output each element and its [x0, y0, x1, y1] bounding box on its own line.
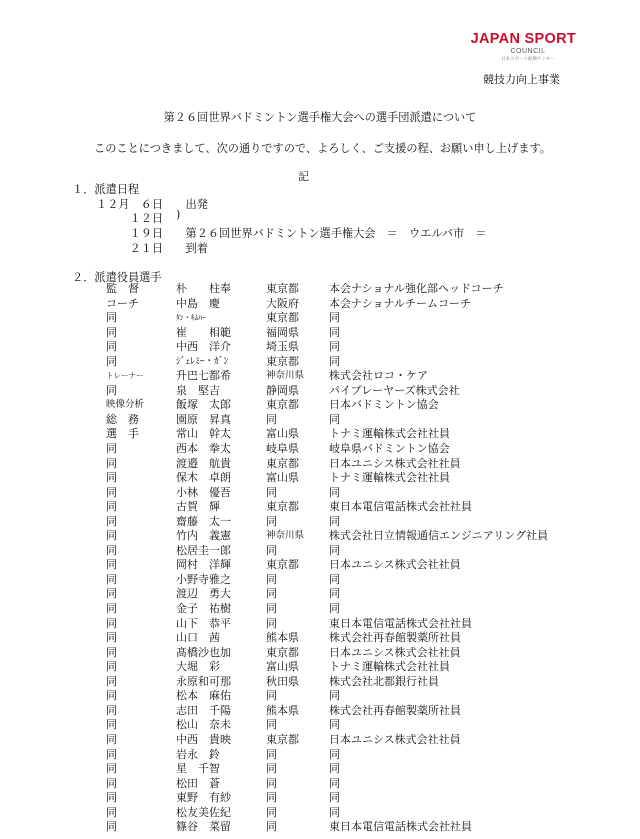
member-name: 大堀 彩 — [176, 660, 220, 674]
member-row — [0, 689, 640, 704]
member-prefecture: 同 — [266, 616, 277, 630]
member-organization: 東日本電信電話株式会社社員 — [329, 820, 472, 834]
member-prefecture: 同 — [266, 543, 277, 557]
member-name: 飯塚 太郎 — [176, 398, 231, 412]
member-role: 同 — [106, 776, 117, 790]
member-organization: 株式会社ロコ・ケア — [329, 369, 428, 383]
member-name: 渡辺 勇大 — [176, 587, 231, 601]
member-name: 松山 奈未 — [176, 718, 231, 732]
member-prefecture: 秋田県 — [266, 674, 299, 688]
member-name: 崔 相範 — [176, 325, 231, 339]
member-name: 朴 柱奉 — [176, 282, 231, 295]
member-row — [0, 471, 640, 486]
member-organization: 同 — [329, 485, 340, 499]
member-row — [0, 340, 640, 355]
member-role: 同 — [106, 529, 117, 543]
logo-sub-text: COUNCIL — [510, 48, 546, 55]
member-organization: 株式会社北都銀行社員 — [329, 674, 439, 688]
member-role: 同 — [106, 805, 117, 819]
member-row — [0, 413, 640, 428]
member-prefecture: 東京都 — [266, 311, 299, 325]
member-row — [0, 297, 640, 312]
member-organization: 東日本電信電話株式会社社員 — [329, 500, 472, 514]
member-role: 同 — [106, 558, 117, 572]
member-row — [0, 486, 640, 501]
department-label: 競技力向上事業 — [483, 73, 560, 86]
member-prefecture: 同 — [266, 602, 277, 616]
member-role: 同 — [106, 674, 117, 688]
member-prefecture: 東京都 — [266, 354, 299, 368]
member-row — [0, 398, 640, 413]
member-name: 篠谷 菜留 — [176, 820, 231, 834]
member-row — [0, 587, 640, 602]
member-prefecture: 同 — [266, 805, 277, 819]
member-role: 同 — [106, 543, 117, 557]
member-role: 同 — [106, 660, 117, 674]
member-row — [0, 457, 640, 472]
member-prefecture: 大阪府 — [266, 296, 299, 310]
schedule-line-4: ２１日 到着 — [96, 242, 208, 255]
member-row — [0, 675, 640, 690]
member-row — [0, 384, 640, 399]
member-name: 永原和可那 — [176, 674, 231, 688]
member-prefecture: 岐阜県 — [266, 442, 299, 456]
member-name: 常山 幹太 — [176, 427, 231, 441]
member-prefecture: 同 — [266, 587, 277, 601]
member-role: コーチ — [106, 296, 139, 310]
member-role: 同 — [106, 602, 117, 616]
member-organization: 本会ナショナルチームコーチ — [329, 296, 472, 310]
schedule-line-3: １９日 第２６回世界バドミントン選手権大会 ＝ ウエルバ市 ＝ — [96, 227, 487, 240]
member-role: 同 — [106, 645, 117, 659]
member-prefecture: 同 — [266, 485, 277, 499]
member-organization: 日本ユニシス株式会社社員 — [329, 558, 461, 572]
member-name: 松本 麻佑 — [176, 689, 231, 703]
member-prefecture: 埼玉県 — [266, 340, 299, 354]
member-organization: 同 — [329, 587, 340, 601]
member-organization: トナミ運輸株式会社社員 — [329, 660, 450, 674]
member-row — [0, 748, 640, 763]
section1-heading: １．派遣日程 — [72, 183, 140, 196]
member-prefecture: 同 — [266, 776, 277, 790]
member-row — [0, 718, 640, 733]
schedule-brace: ) — [176, 208, 181, 221]
member-prefecture: 同 — [266, 718, 277, 732]
section2-heading: ２．派遣役員選手 — [72, 271, 162, 284]
member-organization: 日本ユニシス株式会社社員 — [329, 456, 461, 470]
member-role: 同 — [106, 762, 117, 776]
member-role: 同 — [106, 718, 117, 732]
member-role: 同 — [106, 514, 117, 528]
member-row — [0, 791, 640, 806]
member-row — [0, 777, 640, 792]
member-organization: 日本バドミントン協会 — [329, 398, 439, 412]
member-role: 同 — [106, 616, 117, 630]
member-row — [0, 704, 640, 719]
member-organization: 同 — [329, 602, 340, 616]
member-name: 星 千智 — [176, 762, 220, 776]
member-organization: 同 — [329, 354, 340, 368]
member-organization: 同 — [329, 762, 340, 776]
logo-jp-text: 日本スポーツ振興センター — [501, 57, 555, 62]
member-row — [0, 326, 640, 341]
member-prefecture: 東京都 — [266, 558, 299, 572]
member-organization: 本会ナショナル強化部ヘッドコーチ — [329, 282, 504, 295]
member-organization: パイプレーヤーズ株式会社 — [329, 383, 460, 397]
jsc-logo — [471, 32, 576, 63]
member-organization: トナミ運輸株式会社社員 — [329, 427, 450, 441]
member-role: 同 — [106, 820, 117, 834]
member-organization: 同 — [329, 325, 340, 339]
member-role: 同 — [106, 500, 117, 514]
member-organization: 日本ユニシス株式会社社員 — [329, 732, 461, 746]
member-organization: 同 — [329, 572, 340, 586]
member-name: ﾀﾝ・ｷﾑﾊｰ — [176, 313, 206, 323]
member-name: 西本 拳太 — [176, 442, 231, 456]
member-organization: 日本ユニシス株式会社社員 — [329, 645, 461, 659]
member-organization: 同 — [329, 340, 340, 354]
member-list — [0, 282, 640, 835]
member-prefecture: 同 — [266, 689, 277, 703]
member-name: 古賀 輝 — [176, 500, 220, 514]
member-role: 同 — [106, 442, 117, 456]
member-organization: 同 — [329, 514, 340, 528]
member-row — [0, 442, 640, 457]
member-name: ｼﾞｪﾚﾐｰ・ｶﾞﾝ — [176, 355, 229, 367]
member-row — [0, 733, 640, 748]
member-row — [0, 806, 640, 821]
member-organization: 株式会社再春館製薬所社員 — [329, 631, 461, 645]
member-prefecture: 東京都 — [266, 398, 299, 412]
member-prefecture: 東京都 — [266, 645, 299, 659]
member-role: 映像分析 — [106, 399, 145, 411]
member-name: 山下 恭平 — [176, 616, 231, 630]
member-name: 小野寺雅之 — [176, 572, 231, 586]
member-name: 中西 貴映 — [176, 732, 231, 746]
member-prefecture: 神奈川県 — [266, 530, 305, 542]
member-role: 総 務 — [106, 412, 139, 426]
member-name: 園原 昇真 — [176, 412, 231, 426]
member-prefecture: 同 — [266, 820, 277, 834]
member-role: 監 督 — [106, 282, 139, 295]
member-row — [0, 617, 640, 632]
member-name: 保木 卓朗 — [176, 471, 231, 485]
member-organization: 東日本電信電話株式会社社員 — [329, 616, 472, 630]
member-name: 山口 茜 — [176, 631, 220, 645]
member-role: 同 — [106, 747, 117, 761]
member-row — [0, 762, 640, 777]
member-name: 東野 有紗 — [176, 791, 231, 805]
member-organization: 同 — [329, 718, 340, 732]
logo-main-text: JAPAN SPORT — [470, 31, 576, 47]
member-role: 同 — [106, 325, 117, 339]
member-name: 升巴七都希 — [176, 369, 231, 383]
member-prefecture: 同 — [266, 762, 277, 776]
member-role: 同 — [106, 354, 117, 368]
member-name: 髙橋沙也加 — [176, 645, 231, 659]
member-row — [0, 355, 640, 370]
member-role: 同 — [106, 732, 117, 746]
member-name: 金子 祐樹 — [176, 602, 231, 616]
schedule-line-1: １２月 ６日 出発 — [96, 198, 208, 211]
member-row — [0, 427, 640, 442]
document-title: 第２６回世界バドミントン選手権大会への選手団派遣について — [163, 111, 477, 124]
member-name: 松居圭一郎 — [176, 543, 231, 557]
member-prefecture: 同 — [266, 412, 277, 426]
member-row — [0, 529, 640, 544]
member-role: 同 — [106, 631, 117, 645]
member-prefecture: 同 — [266, 514, 277, 528]
member-name: 小林 優吾 — [176, 485, 231, 499]
member-role: 同 — [106, 703, 117, 717]
member-prefecture: 熊本県 — [266, 703, 299, 717]
member-prefecture: 富山県 — [266, 471, 299, 485]
member-role: 同 — [106, 383, 117, 397]
member-organization: 同 — [329, 747, 340, 761]
member-organization: 同 — [329, 311, 340, 325]
member-name: 竹内 義憲 — [176, 529, 231, 543]
member-role: 同 — [106, 587, 117, 601]
member-organization: 同 — [329, 412, 340, 426]
member-role: 同 — [106, 471, 117, 485]
member-prefecture: 同 — [266, 747, 277, 761]
member-name: 渡邉 航貴 — [176, 456, 231, 470]
member-name: 齋藤 太一 — [176, 514, 231, 528]
member-row — [0, 369, 640, 384]
member-role: 同 — [106, 689, 117, 703]
member-row — [0, 660, 640, 675]
member-prefecture: 東京都 — [266, 732, 299, 746]
member-prefecture: 静岡県 — [266, 383, 299, 397]
member-organization: 同 — [329, 791, 340, 805]
member-organization: 同 — [329, 776, 340, 790]
member-prefecture: 富山県 — [266, 427, 299, 441]
member-prefecture: 東京都 — [266, 282, 299, 295]
member-organization: 株式会社日立情報通信エンジニアリング社員 — [329, 529, 549, 543]
member-row — [0, 544, 640, 559]
member-prefecture: 同 — [266, 572, 277, 586]
member-prefecture: 同 — [266, 791, 277, 805]
member-row — [0, 631, 640, 646]
member-role: 同 — [106, 340, 117, 354]
member-role: 同 — [106, 311, 117, 325]
member-name: 泉 堅吉 — [176, 383, 220, 397]
member-name: 中西 洋介 — [176, 340, 231, 354]
member-row — [0, 602, 640, 617]
member-prefecture: 福岡県 — [266, 325, 299, 339]
member-name: 岡村 洋輝 — [176, 558, 231, 572]
ki-heading: 記 — [298, 170, 309, 183]
schedule-line-2: １２日 — [96, 212, 164, 225]
member-organization: 岐阜県バドミントン協会 — [329, 442, 450, 456]
member-name: 志田 千陽 — [176, 703, 231, 717]
member-row — [0, 500, 640, 515]
member-role: 同 — [106, 485, 117, 499]
member-role: 同 — [106, 791, 117, 805]
member-organization: トナミ運輸株式会社社員 — [329, 471, 450, 485]
member-prefecture: 東京都 — [266, 456, 299, 470]
member-name: 松友美佐紀 — [176, 805, 231, 819]
member-organization: 同 — [329, 805, 340, 819]
member-prefecture: 神奈川県 — [266, 370, 305, 382]
member-role: 同 — [106, 572, 117, 586]
member-prefecture: 東京都 — [266, 500, 299, 514]
member-organization: 同 — [329, 543, 340, 557]
member-row — [0, 311, 640, 326]
member-organization: 同 — [329, 689, 340, 703]
member-name: 中島 慶 — [176, 296, 220, 310]
member-prefecture: 熊本県 — [266, 631, 299, 645]
member-prefecture: 富山県 — [266, 660, 299, 674]
member-name: 松田 蒼 — [176, 776, 220, 790]
greeting-text: このことにつきまして、次の通りですので、よろしく、ご支援の程、お願い申し上げます。 — [94, 142, 551, 155]
member-name: 岩永 鈴 — [176, 747, 220, 761]
member-row — [0, 515, 640, 530]
member-organization: 株式会社再春館製薬所社員 — [329, 703, 461, 717]
member-role: 選 手 — [106, 427, 139, 441]
member-row — [0, 573, 640, 588]
member-role: トレーナー — [106, 371, 144, 381]
member-role: 同 — [106, 456, 117, 470]
member-row — [0, 282, 640, 297]
member-row — [0, 646, 640, 661]
member-row — [0, 558, 640, 573]
member-row — [0, 820, 640, 835]
